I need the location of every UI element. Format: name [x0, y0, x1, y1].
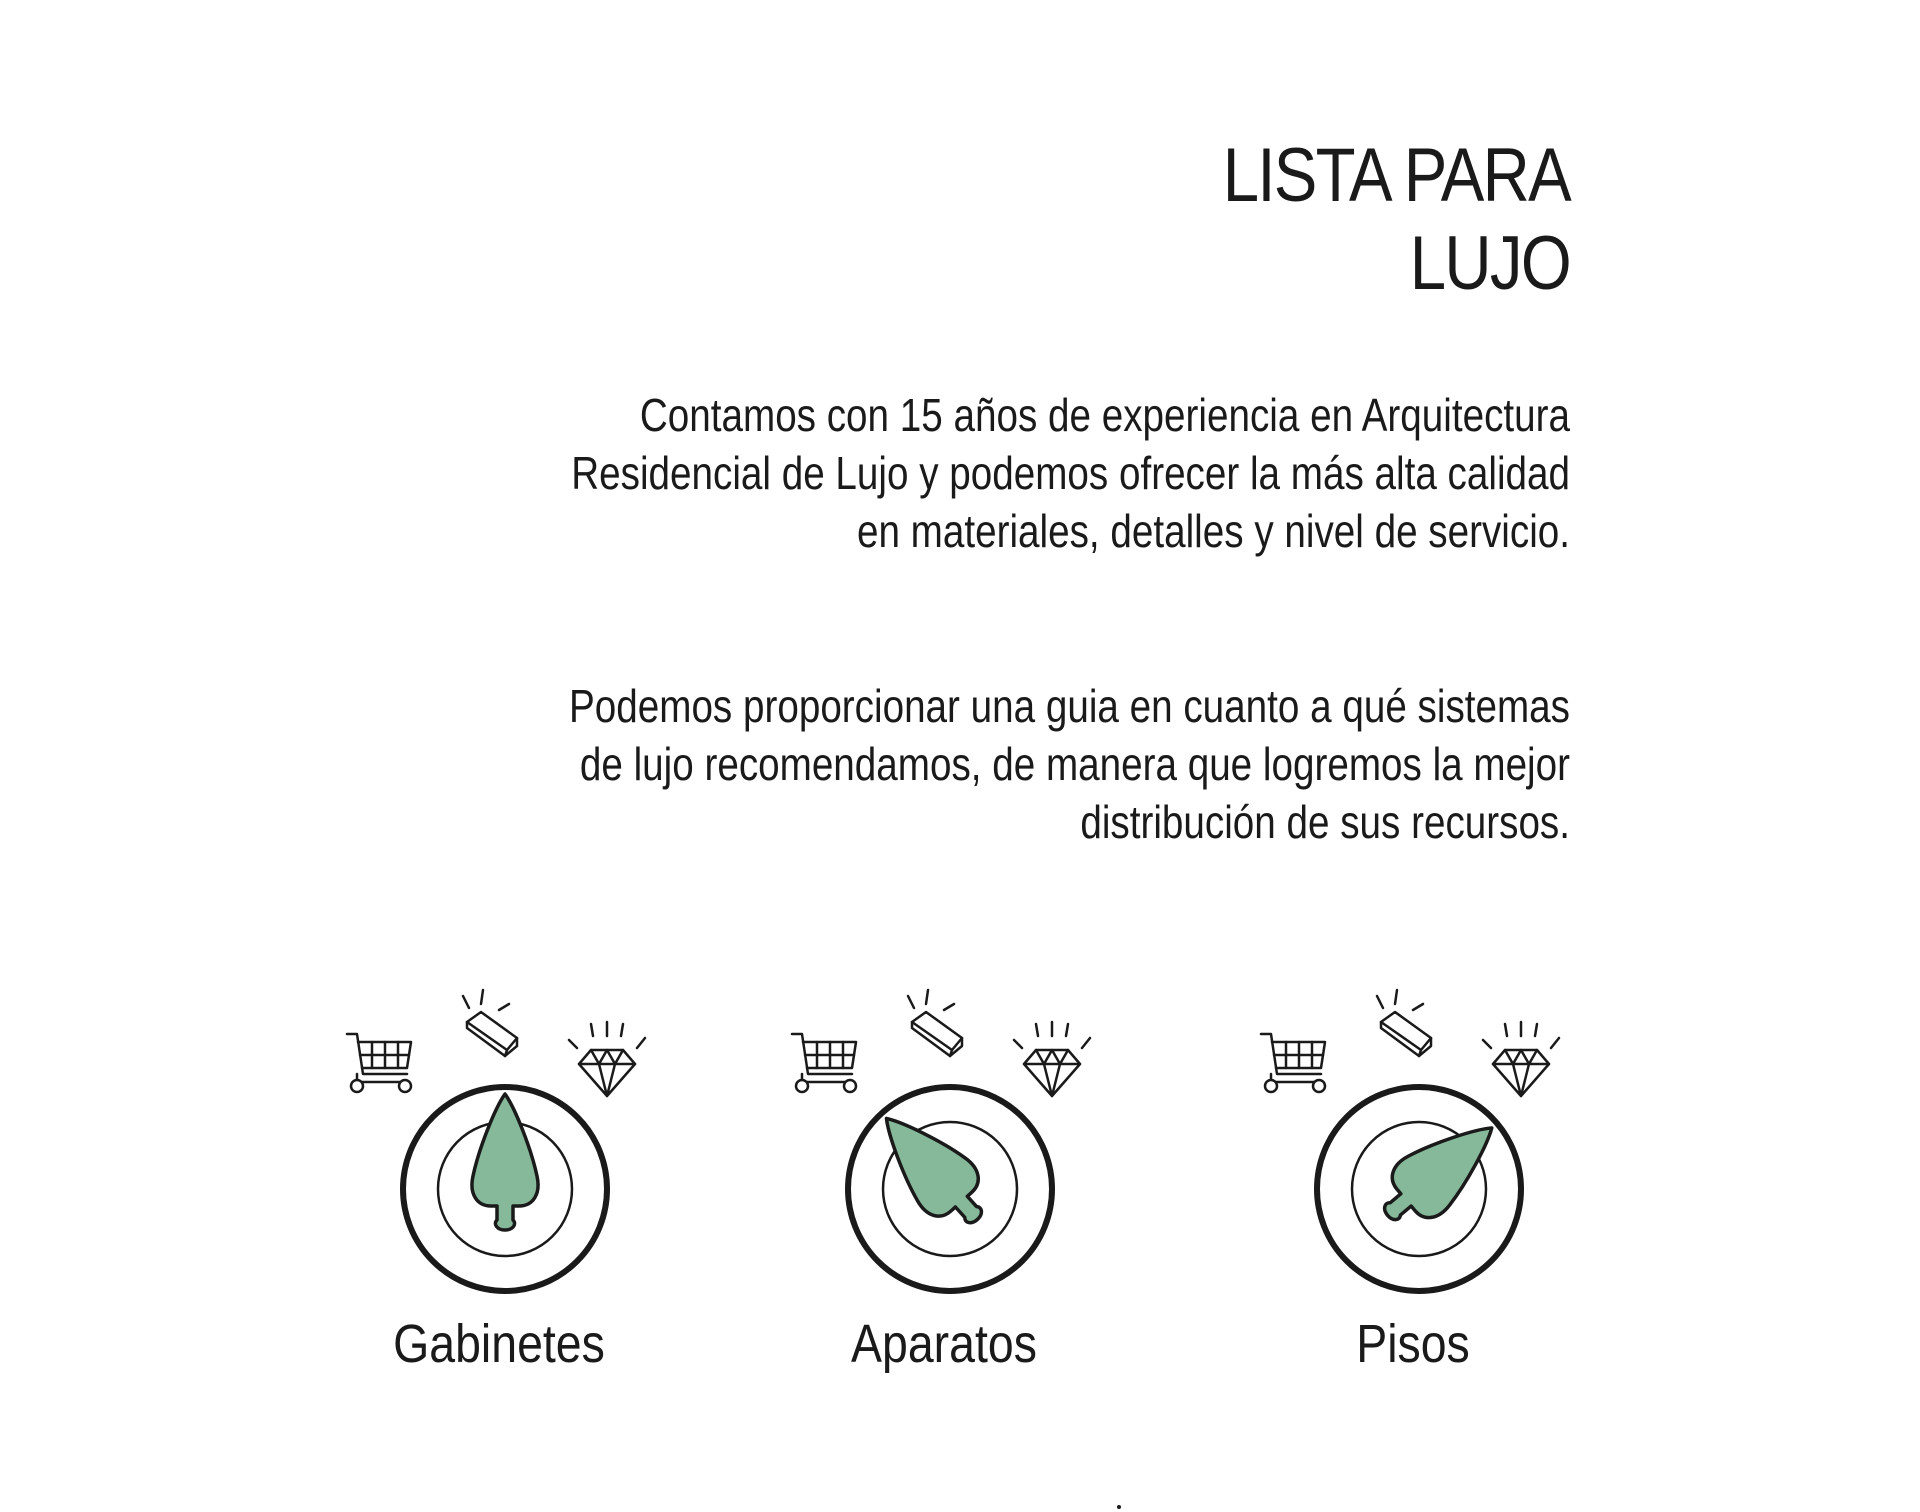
diamond-icon	[1014, 1022, 1090, 1096]
intro-line: Contamos con 15 años de experiencia en Arquitectura	[639, 389, 1570, 441]
cart-icon	[1261, 1034, 1325, 1092]
title-line-1: LISTA PARA	[1222, 133, 1570, 218]
dial-aparatos	[774, 980, 1114, 1390]
guide-line: distribución de sus recursos.	[1080, 796, 1570, 848]
intro-line: en materiales, detalles y nivel de servicio.	[856, 505, 1570, 557]
dial-graphic	[774, 980, 1114, 1300]
title-line-2: LUJO	[1409, 221, 1570, 306]
guide-paragraph	[478, 677, 1570, 851]
diamond-icon	[1483, 1022, 1559, 1096]
dial-graphic	[329, 980, 669, 1300]
dial-graphic	[1243, 980, 1583, 1300]
gold-bar-icon	[463, 990, 517, 1056]
dial-pisos	[1243, 980, 1583, 1390]
guide-line: de lujo recomendamos, de manera que logremos la mejor	[579, 738, 1570, 790]
page-title	[882, 132, 1570, 308]
dial-label: Aparatos	[851, 1314, 1037, 1374]
dial-label: Pisos	[1356, 1314, 1470, 1374]
intro-paragraph	[478, 386, 1570, 560]
dial-label: Gabinetes	[393, 1314, 605, 1374]
dial-gabinetes	[329, 980, 669, 1390]
page-marker	[1117, 1505, 1121, 1509]
gold-bar-icon	[1377, 990, 1431, 1056]
cart-icon	[792, 1034, 856, 1092]
diamond-icon	[569, 1022, 645, 1096]
intro-line: Residencial de Lujo y podemos ofrecer la más alta calidad	[571, 447, 1570, 499]
gold-bar-icon	[908, 990, 962, 1056]
cart-icon	[347, 1034, 411, 1092]
guide-line: Podemos proporcionar una guia en cuanto a qué sistemas	[569, 680, 1570, 732]
